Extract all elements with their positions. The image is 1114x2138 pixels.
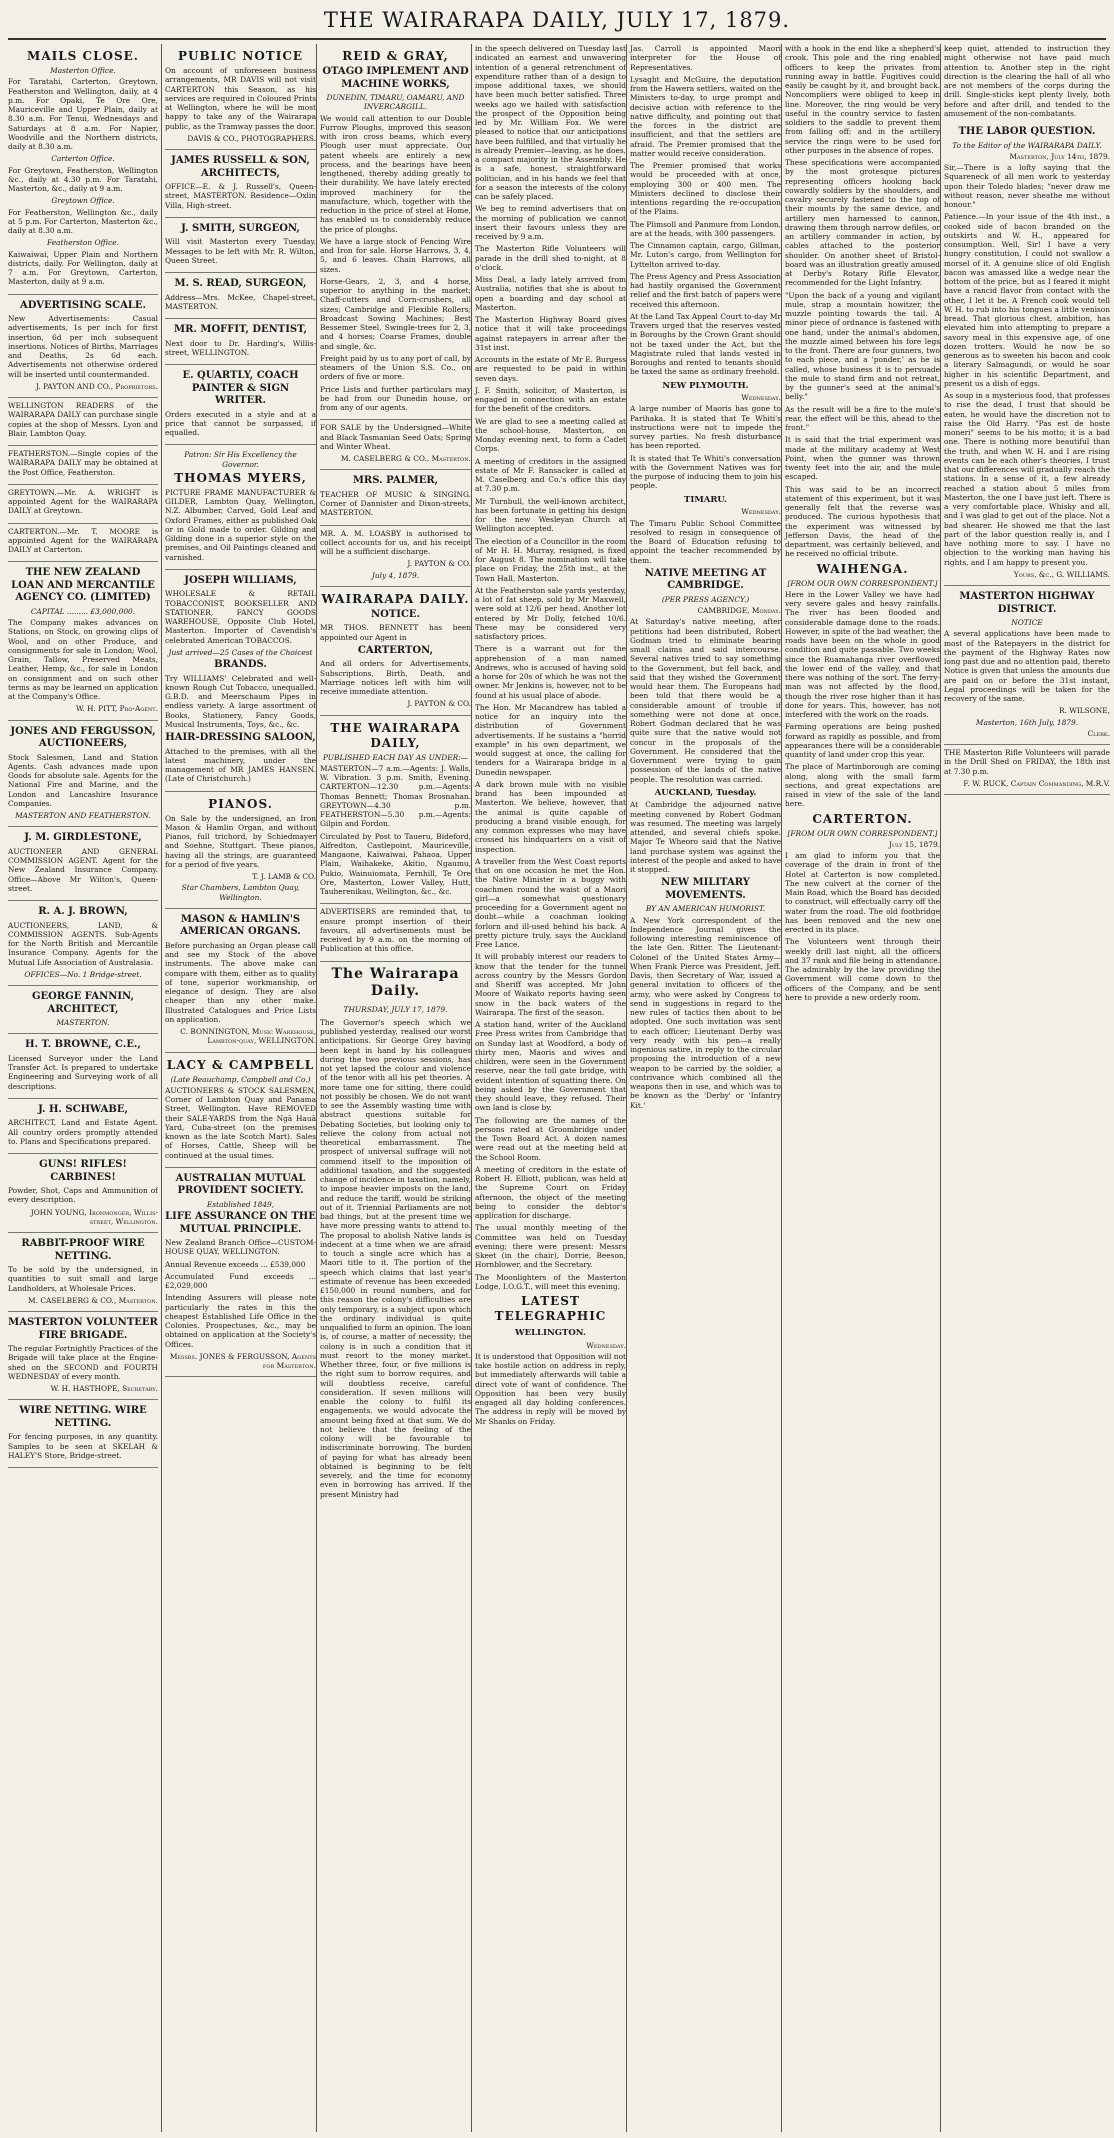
fannin-heading: GEORGE FANNIN, ARCHITECT,	[31, 991, 135, 1015]
waihenga-text: Here in the Lower Valley we have had very severe gales and heavy rainfalls. The river has been flooded and considerable damage done to the roads. However, in spite of the bad weather, the roads have been on the whole in good condition and quite passable. Two weeks since the Ruamahanga river overflowed the lower end of the valley, and that there was nothing of the sort. The ferry-man was not affected by the flood, though the river rose higher than it has done for years. This, however, has not interfered with the work on the roads.	[785, 589, 940, 719]
timaru-heading: TIMARU.	[684, 494, 727, 505]
daily-agent-subheading: NOTICE.	[370, 608, 421, 620]
news-item: We beg to remind advertisers that on the morning of publication we cannot insert their favours unless they are received by 9 a.m.	[475, 204, 626, 241]
news-item: A traveller from the West Coast reports that on one occasion he met the Hon. the Native Minister in a buggy with coachmen round the waist of a Maori girl—a somewhat questionary proceeding for a Government agent no doubt—while a coachman looking forlorn and ill-used behind his back. A pretty picture truly, says the Auckland Free Lance.	[475, 856, 626, 949]
fire-brigade-heading: MASTERTON VOLUNTEER FIRE BRIGADE.	[8, 1317, 158, 1341]
carterton-continued: keep quiet, attended to instruction they might otherwise not have paid much attention to. Another step in the right direction is the clearing the hall of all who are not members of the corps during the drill. Single-sticks kept plenty lively, both before and after drill, and tended to the amusement of the non-combatants.	[944, 44, 1110, 118]
reid-gray-text: We would call attention to our Double Furrow Ploughs, improved this season with iron cross beams, which every Plough user must appreciate. Our patent wheels are entirely a new process, and the bearings have been lengthened, thereby adding greatly to their durability. We have lately erected improved machinery for the manufacture, which, together with the reduction in the price of steel at Home, has enabled us to considerably reduce the price of ploughs.	[320, 113, 471, 234]
editorial-date: THURSDAY, JULY 17, 1879.	[343, 1004, 448, 1014]
highway-district-date: Masterton, 16th July, 1879.	[975, 717, 1079, 727]
smith-surgeon-ad	[165, 218, 316, 273]
telegraph-item: The Cinnamon captain, cargo, Gillman, Mr. Luton's cargo, from Wellington for Lyttelton arrived to-day.	[630, 241, 781, 269]
smith-surgeon-text: Will visit Masterton every Tuesday. Messages to be left with Mr. R. Wilton, Queen Street.	[165, 237, 316, 265]
reid-gray-ad	[320, 44, 471, 420]
girdlestone-ad	[8, 827, 158, 901]
wire-netting-ad	[8, 1400, 158, 1468]
featherston-notice-text: FEATHERSTON.—Single copies of the WAIRARAPA DAILY may be obtained at the Post Office, Featherston.	[8, 449, 158, 477]
mason-hamlin-text: Before purchasing an Organ please call and see my Stock of the above instruments. The above make can compare with them, either as to quality of tone, superior workmanship, or elegance of design. They are also cheaper than any other make. Illustrated Catalogues and Price Lists on application.	[165, 940, 316, 1024]
highway-district-sub: NOTICE	[1011, 618, 1043, 627]
smith-surgeon-heading: J. SMITH, SURGEON,	[181, 222, 300, 234]
pianos-place: Star Chambers, Lambton Quay, Wellington.	[181, 883, 300, 902]
public-notice-heading: PUBLIC NOTICE	[177, 49, 304, 63]
amp-subheading: LIFE ASSURANCE ON THE MUTUAL PRINCIPLE.	[165, 1211, 316, 1235]
advertising-scale-notice	[8, 295, 158, 399]
featherston-mails-text: Kaiwaiwai, Upper Plain and Northern districts, daily. For Wellington, daily at 7 a.m. For Greytown, Carterton, Masterton, daily at 9 a.m.	[8, 249, 158, 287]
reid-gray-stock: We have a large stock of Fencing Wire and Iron for sale. Horse Harrows, 3, 4, 5, and 6 leaves. Chain Harrows, all sizes.	[320, 236, 471, 274]
myers-text: PICTURE FRAME MANUFACTURER & GILDER, Lambton Quay, Wellington, N.Z. Albumber, Carved, Gold Leaf and Oxford Frames, either as published Oak or in Gold made to order. Gilding and Gilding done in a superior style on the premises, and Oil Paintings cleaned and varnished.	[165, 487, 316, 562]
reade-surgeon-heading: M. S. READ, SURGEON,	[174, 278, 307, 289]
reid-gray-more: Horse-Gears, 2, 3, and 4 horse, superior to anything in the market; Chaff-cutters and Corn-crushers, all sizes; Cambridge and Flexible Rollers; Broadcast Sowing Machines; Best Bessemer Steel, Swingle-trees for 2, 3, and 4 horses; Coarse Frames, double and single, &c.	[320, 276, 471, 351]
rifle-volunteers-text: THE Masterton Rifle Volunteers will parade in the Drill Shed on FRIDAY, the 18th inst at 7.30 p.m.	[944, 748, 1110, 776]
loasby-date: July 4, 1879.	[371, 570, 420, 580]
masterton-mails-text: For Taratahi, Carterton, Greytown, Featherston and Wellington, daily, at 4 p.m. For Opaki, Te Ore Ore, Mauriceville and Upper Plain, daily at 8.30 a.m. For Tenui, Wednesdays and Saturdays at 8 a.m. For Napier, Woodville and the Northern districts, daily at 8.30 a.m.	[8, 77, 158, 151]
labor-question-date: Masterton, July 14th, 1879.	[1009, 151, 1110, 161]
jones-fergusson-text: Stock Salesmen, Land and Station Agents. Cash advances made upon Goods for absolute sale. Agents for the National Fire and Marine, and the London and Lancashire Insurance Companies.	[8, 752, 158, 808]
waihenga-text: The place of Martinborough are coming along, along with the small farm sections, and great expectations are raised in view of the sale of the land here.	[785, 762, 940, 809]
telegraphic-place: WELLINGTON.	[515, 1328, 586, 1338]
amp-heading: AUSTRALIAN MUTUAL PROVIDENT SOCIETY.	[175, 1172, 306, 1197]
news-item: There is a warrant out for the apprehension of a man named Andrews, who is accused of having sold a horse for 20s of which he was not the owner. Mr Jenkins is, however, not to be found at his usual place of abode.	[475, 644, 626, 700]
news-item: A meeting of creditors in the assigned estate of Mr F. Ransacker is called at M. Caselberg and Co.'s office this day at 7.30 p.m.	[475, 456, 626, 494]
featherston-notice	[8, 446, 158, 485]
loan-agency-capital: CAPITAL ......... £3,000,000.	[30, 606, 136, 616]
editorial-continued: in the speech delivered on Tuesday last indicated an earnest and unwavering intention of a general retrenchment of expenditure rather than of a design to impose additional taxes, we should have been much better satisfied. Three weeks ago we hailed with satisfaction the prospect of the Opposition being led by Mr. William Fox. We were pleased to notice that our anticipations have been fulfilled, and that virtually he is already Premier—leaving, as he does, a compact majority in the Assembly. He is a safe, honest, straightforward politician, and in his hands we feel that for a season the interests of the colony can be safely placed.	[475, 44, 626, 201]
carterton-office-heading: Carterton Office.	[51, 154, 115, 164]
fire-brigade-notice	[8, 1312, 158, 1400]
loan-agency-heading: THE NEW ZEALAND LOAN AND MERCANTILE AGENCY CO. (LIMITED)	[11, 567, 155, 604]
advertisers-notice	[320, 904, 471, 961]
lacy-campbell-text: AUCTIONEERS & STOCK SALESMEN, Corner of Lambton Quay and Panama Street, Wellington. Have REMOVED their SALE-YARDS from the Ngā Hauā Yard, Cuba-street (on the premises known as the late Scotch Mart). Sales of Horses, Cattle, Sheep will be continued at the usual times.	[165, 1085, 316, 1160]
quartly-heading: E. QUARTLY, COACH PAINTER & SIGN WRITER.	[182, 370, 299, 406]
native-meeting-heading: NATIVE MEETING AT CAMBRIDGE.	[644, 567, 767, 592]
news-item: A station hand, writer of the Auckland Free Press writes from Cambridge that on Sunday last at Woodford, a body of thirty men, Maoris and wives and children, were seen in the Government reserve, near the toll gate bridge, with evident intention of squatting there. On being asked by the Government that they should leave, they refused. Their own land is close by.	[475, 1020, 626, 1113]
wire-netting-heading: WIRE NETTING. WIRE NETTING.	[19, 1405, 147, 1429]
seed-sale-signature: M. CASELBERG & CO., Masterton.	[341, 454, 471, 463]
mason-hamlin-heading: MASON & HAMLIN'S AMERICAN ORGANS.	[180, 913, 301, 938]
amp-branch: New Zealand Branch Office—CUSTOM-HOUSE QUAY, WELLINGTON.	[165, 1238, 316, 1257]
loasby-signature: J. PAYTON & CO.	[407, 559, 471, 569]
williams-ad	[165, 570, 316, 792]
news-item: The following are the names of the persons rated at Groombridge under the Town Board Act. A dozen names were read out at the meeting held at the School Room.	[475, 1115, 626, 1162]
labor-question-text: Patience.—In your issue of the 4th inst., a cooked side of bacon branded on the outskirts and W. H., appeared for consumption. Well, Sir! I have a very hungry constitution, I could not swallow a morsel of it. A genuine slice of old English bacon was amassed like a wedge near the bottom of the price, but as I feared it might have a rancid flavor from contact with the other, I let it be. A French cook would tell W. H. to rub into his tongues a little venison bread. That glorious chest, ambition, has elevated him into attempting to prepare a savory meal in this expensive age, of one dozen trotters. Would he now be so generous as to sweeten his bacon and cook a literary Salmagundi, or would he soar higher in his scientific Department, and present us a dish of eggs.	[944, 212, 1110, 388]
rabbit-netting-heading: RABBIT-PROOF WIRE NETTING.	[21, 1238, 145, 1262]
public-notice-ad	[165, 44, 316, 150]
news-item: Accounts in the estate of Mr E. Burgess are requested to be paid in within seven days.	[475, 355, 626, 383]
labor-question-heading: THE LABOR QUESTION.	[958, 126, 1096, 137]
news-item: Miss Deal, a lady lately arrived from Australia, notifies that she is about to open a boarding and day school at Masterton.	[475, 275, 626, 312]
schwabe-text: ARCHITECT, Land and Estate Agent. All country orders promptly attended to. Plans and Specifications prepared.	[8, 1118, 158, 1146]
williams-cases: Just arrived—25 Cases of the Choicest	[168, 647, 313, 657]
carterton-text: The Volunteers went through their weekly drill last night, all the officers and 37 rank and file being in attendance. The admirably by the law providing the Government will come down to the officers of the Company, and be sent here to provide a new orderly room.	[785, 937, 940, 1002]
news-item: We are glad to see a meeting called at the school-house, Masterton, on Monday evening next, to form a Cadet Corps.	[475, 416, 626, 454]
amp-text: Intending Assurers will please note particularly the rates in this the cheapest Established Life Office in the Colonies. Prospectuses, &c., may be obtained on application at the Society's Offices.	[165, 1293, 316, 1349]
waihenga-sub: [FROM OUR OWN CORRESPONDENT.]	[787, 578, 938, 588]
military-text: A New York correspondent of the Independence Journal gives the following interesting reminiscence of the late Gen. Ritter. The Lieutenant-Colonel of the United States Army—When Frank Pierce was President, Jeff. Davis, then Secretary of War, issued a general invitation to officers of the army, who were asked by Congress to send in suggestions in regard to the new rules of tactics then about to be adopted. One such invitation was sent to each officer; Lieutenant Derby was very ready with his pen—a really ingenious satire, in reply to the circular proposing the introduction of a new weapon to be carried by the soldier, a contrivance which combined all the weapons then in use, and which was to be known as the 'Derby' or 'Infantry Kit.'	[630, 915, 781, 1110]
column-2	[161, 44, 316, 2132]
timaru-text: The Timaru Public School Committee resolved to resign in consequence of the Board of Education refusing to appoint the teacher recommended by them.	[630, 518, 781, 565]
quartly-text: Orders executed in a style and at a price that cannot be surpassed, if equalled.	[165, 409, 316, 437]
news-item: Mr Turnbull, the well-known architect, has been fortunate in getting his design for the new Wesleyan Church at Wellington accepted.	[475, 496, 626, 534]
palmer-heading: MRS. PALMER,	[352, 475, 439, 487]
russell-heading: JAMES RUSSELL & SON, ARCHITECTS,	[171, 155, 310, 179]
moffit-dentist-heading: MR. MOFFIT, DENTIST,	[174, 324, 307, 335]
military-continued: with a hook in the end like a shepherd's crook. This pole and the ring enabled officers to keep the privates from running away in battle. Fugitives could easily be caught by it, and brought back. Noncompliers were obliged to keep in line. Moreover, the ring would be very useful in the country service to fasten soldiers to the saddle to prevent them from falling off; and in the artillery service the rings were to be used for other purposes in the absence of ropes.	[785, 44, 940, 155]
fire-brigade-text: The regular Fortnightly Practices of the Brigade will take place at the Engine-shed on the SECOND and FOURTH WEDNESDAY of every month.	[8, 1344, 158, 1381]
telegraph-item: The Premier promised that works would be proceeded with at once, employing 300 or 400 men. The Ministers declined to disclose their intentions regarding the re-occupation of the Plains.	[630, 161, 781, 217]
carterton-date: July 15, 1879.	[888, 839, 940, 849]
girdlestone-text: AUCTIONEER AND GENERAL COMMISSION AGENT. Agent for the New Zealand Insurance Company. Office—Above Mr Wilton's, Queen-street.	[8, 846, 158, 893]
native-meeting-place: CAMBRIDGE, Monday.	[697, 606, 781, 615]
reid-gray-place: DUNEDIN, TIMARU, OAMARU, AND INVERCARGILL.	[326, 93, 465, 112]
seed-sale-ad	[320, 420, 471, 470]
daily-agent-place: CARTERTON,	[357, 644, 434, 656]
williams-text: WHOLESALE & RETAIL TOBACCONIST, BOOKSELLER AND STATIONER, FANCY GOODS WAREHOUSE, Opposite Club Hotel, Masterton. Importer of Cavendish's celebrated American TOBACCOS.	[165, 589, 316, 645]
daily-agent-heading: WAIRARAPA DAILY.	[321, 591, 470, 606]
browne-ad	[8, 1034, 158, 1099]
daily-agent-text: MR THOS. BENNETT has been appointed our Agent in	[320, 623, 471, 642]
reid-gray-subheading: OTAGO IMPLEMENT AND MACHINE WORKS,	[322, 66, 469, 90]
military-continued: As the result will be a fire to the mule's rear, the effect will be this, ahead to the front."	[785, 404, 940, 432]
advertisers-notice-text: ADVERTISERS are reminded that, to ensure prompt insertion of their favours, all advertisements must be received by 9 a.m. on the morning of Publication at this office.	[320, 907, 471, 954]
brands-heading: BRANDS.	[214, 659, 267, 670]
auckland-heading: AUCKLAND, Tuesday.	[654, 787, 757, 798]
column-7	[940, 44, 1110, 2132]
rifle-volunteers-signature: F. W. RUCK, Captain Commanding, M.R.V.	[963, 778, 1110, 788]
auckland-text: At Cambridge the adjourned native meeting convened by Robert Godman was resumed. The meeting was largely attended, and several chiefs spoke. Major Te Wheoro said that the Native land purchase system was against the interest of the people and asked to have it stopped.	[630, 800, 781, 875]
brands-text: Try WILLIAMS' Celebrated and well-known Rough Cut Tobacco, unequalled. G.B.D. and Meerschaum Pipes in endless variety. A large assortment of Books, Stationery, Fancy Goods, Musical Instruments, Toys, &c., &c.	[165, 673, 316, 729]
column-4	[471, 44, 626, 2132]
column-3	[316, 44, 471, 2132]
highway-district-heading: MASTERTON HIGHWAY DISTRICT.	[959, 591, 1095, 615]
editorial-paper-name: The Wairarapa Daily.	[331, 965, 460, 999]
quartly-ad	[165, 365, 316, 445]
pianos-signature: T. J. LAMB & CO.	[252, 872, 316, 881]
telegraph-item: The Plimsoll and Panmure from London, are at the heads, with 300 passengers.	[630, 219, 781, 238]
lacy-campbell-ad	[165, 1053, 316, 1168]
fannin-place: MASTERTON.	[56, 1018, 110, 1027]
mails-close-notice	[8, 44, 158, 295]
amp-signature: Messrs. JONES & FERGUSSON, Agents for Masterton.	[169, 1351, 316, 1370]
reid-gray-price: Price Lists and further particulars may be had from our Dunedin house, or from any of our agents.	[320, 384, 471, 412]
daily-agent-notice	[320, 587, 471, 716]
highway-district-notice	[944, 586, 1110, 745]
myers-patron: Patron: Sir His Excellency the Governor.	[184, 450, 297, 469]
masthead-title: THE WAIRARAPA DAILY, JULY 17, 1879.	[323, 8, 791, 32]
highway-district-text: A several applications have been made to most of the Ratepayers in the district for the payment of the Highway Rates now long past due and no attention paid, thereto Notice is given that unless the amounts due are paid on or before the 31st instant, Legal proceedings will be taken for the recovery of the same.	[944, 629, 1110, 703]
russell-text: OFFICE—E. & J. Russell's, Queen-street, MASTERTON. Residence—Oxlin Villa, High-street.	[165, 182, 316, 210]
publication-circulation: Circulated by Post to Taueru, Bideford, Alfredton, Castlepoint, Mauriceville, Mangaone, Kaiwaiwai, Pahaoa, Upper Plain, Waihakeke, Akitio, Ngaumu, Pukio, Wainuiomata, Fernhill, Te Ore Ore, Masterton, Lower Valley, Hutt, Tauherenikau, Wellington, &c., &c.	[320, 831, 471, 896]
loan-agency-ad	[8, 562, 158, 720]
telegraphic-heading: LATEST TELEGRAPHIC	[494, 1294, 607, 1323]
editorial-leader-text: The Governor's speech which we published yesterday, realised our worst anticipations. Sir George Grey having been kept in hand by his colleagues during the two previous sessions, has not yet lapsed the colour and violence of the tenor with all his pet theories. A more tame one for sitting, there could not possibly be chosen. We do not want to see the Assembly wasting time with abstract questions suitable for Debating Societies, but looking only to relieve the colony from actual not theoretical embarrassment. The prospect of universal suffrage will not commend itself to the imposition of additional taxation, and the suggested change of incidence in taxation, namely, to impose heavier imposts on the land, and reduce the tariff, would be striking out of it. Triennial Parliaments are not bad things, but at the present time we have more pressing wants to attend to. The proposal to abolish Native lands is indecent at a time when we are afraid to touch a single acre which has a Maori title to it. The portion of the speech which claims that last year's estimate of revenue has been exceeded £150,000 in round numbers, and for this reason the colony's difficulties are only temporary, is a subject upon which the ordinary individual is quite unqualified to form an opinion. The loan is, of course, a matter of necessity; the colony is in such a condition that it must resort to the money market. Whether three, four, or five millions is the right sum to borrow requires, and will doubtless receive, careful consideration. If seven millions will enable the colony to fulfil its engagements, we would advocate the amount being fixed at that sum. We do not believe that the feeling of the colony will be favourable to indiscriminate borrowing. The burden of paying for what has already been obtained is beginning to be felt severely, and the time for economy even in borrowing has arrived. If the present Ministry had	[320, 1017, 471, 1499]
daily-agent-signature: J. PAYTON & CO.	[407, 699, 471, 709]
military-continued: These specifications were accompanied by the most grotesque pictures representing officers hooking back cowardly soldiers by the shoulders, and cavalry securely fastened to the top of their mounts by the same device, and artillery men harnessed to cannon, drawing them through narrow defiles, or an artillery commander in action, by cables attached to the posterior shoulder. On another sheet of Bristol-board was an illustration greatly amused at Derby's Rotary Rifle Elevator, recommended for the Light Infantry.	[785, 158, 940, 288]
telegraph-item: At the Land Tax Appeal Court to-day Mr Travers urged that the reserves vested in Boroughs by the Crown Grant should not be taxed under the Act, but the Magistrate ruled that lands vested in Boroughs and rented to tenants should be taxed the same as ordinary freehold.	[630, 311, 781, 377]
new-plymouth-heading: NEW PLYMOUTH.	[662, 380, 749, 391]
greytown-office-heading: Greytown Office.	[51, 196, 115, 206]
military-continued: This was said to be an incorrect statement of this experiment, but it was generally felt that the reverse was produced. The curious hypothesis that the experiment was witnessed by Jefferson Davis, the head of the department, was certainly believed, and he received no official tribute.	[785, 484, 940, 559]
palmer-ad	[320, 470, 471, 525]
greytown-notice	[8, 485, 158, 524]
wellington-readers-notice	[8, 398, 158, 446]
rabbit-netting-text: To be sold by the undersigned, in quantities to suit small and large Landholders, at Wholesale Prices.	[8, 1265, 158, 1293]
column-6	[781, 44, 940, 2132]
timaru-day: Wednesday.	[741, 507, 781, 517]
waihenga-heading: WAIHENGA.	[816, 561, 909, 576]
seed-sale-text: FOR SALE by the Undersigned—White and Black Tasmanian Seed Oats; Spring and Winter Wheat.	[320, 423, 471, 451]
girdlestone-heading: J. M. GIRDLESTONE,	[24, 832, 142, 844]
military-continued: "Upon the back of a young and vigilant mule, strap a mountain howitzer, the muzzle pointing towards the tail. A minor piece of ordnance is fastened with one hand, under the animal's abdomen, the muzzle aimed between his fore legs to the front. There are four gunners, two to each piece, and a 'ponder,' as he is called, whose business it is to persuade the mule to stand firm and not retreat, by the gunner's seed at the animal's belly."	[785, 290, 940, 402]
telegraph-item: The Press Agency and Press Association had hastily organised the Government relief and the first batch of papers were received this afternoon.	[630, 271, 781, 309]
news-item: A meeting of creditors in the estate of Robert H. Elliott, publican, was held at the Supreme Court on Friday afternoon, the object of the meeting being to consider the debtor's application for discharge.	[475, 1164, 626, 1220]
myers-heading: THOMAS MYERS,	[174, 470, 307, 485]
loasby-text: MR. A. M. LOASBY is authorised to collect accounts for us, and his receipt will be a sufficient discharge.	[320, 528, 471, 556]
jones-fergusson-place: MASTERTON AND FEATHERSTON.	[15, 811, 151, 820]
publication-text: MASTERTON—7 a.m.—Agents: J. Walls, W. Vibration. 3 p.m. Smith, Evening. CARTERTON—12.30 p.m.—Agents: Thomas Bennett; Thomas Brosnahan. GREYTOWN—4.30 p.m. FEATHERSTON—5.30 p.m.—Agents: Gilpin and Fordon.	[320, 763, 471, 829]
pianos-text: On Sale by the undersigned, an Iron Mason & Hamlin Organ, and without Pianos, full trichord, by Schiedmayer and Soehne, Stuttgart. These pianos, having all the strings, are guaranteed for a period of five years.	[165, 813, 316, 869]
amp-revenue: Annual Revenue exceeds ... £539,000	[165, 1259, 306, 1269]
column-1	[8, 44, 158, 2132]
carterton-mails-text: For Greytown, Featherston, Wellington &c., daily at 4.30 p.m. For Taratahi, Masterton, &c., daily at 9 a.m.	[8, 165, 158, 193]
telegraph-item: Lysaght and McGuire, the deputation from the Hawera settlers, waited on the Ministers to-day, to urge prompt and decisive action with reference to the native difficulty, and pointing out that the forces in the district are insufficient, and that the settlers are afraid. The Premier promised that the matter would receive consideration.	[630, 74, 781, 158]
carterton-notice	[8, 524, 158, 563]
lacy-campbell-heading: LACY & CAMPBELL	[166, 1057, 315, 1072]
pianos-heading: PIANOS.	[208, 796, 273, 811]
news-item: J. F. Smith, solicitor, of Masterton, is engaged in connection with an estate for the benefit of the creditors.	[475, 385, 626, 414]
telegraphic-text: It is understood that Opposition will not take hostile action on address in reply, but immediately afterwards will table a direct vote of want of confidence. The Opposition has been very busily engaged all day holding conferences. The address in reply will be moved by Mr Shanks on Friday.	[475, 1351, 626, 1426]
editorial-section	[320, 966, 471, 1499]
loasby-notice	[320, 526, 471, 587]
advertising-scale-text: New Advertisements: Casual advertisements, 1s per inch for first insertion, 6d per inch subsequent insertions. Notices of Births, Marriages and Deaths, 2s 6d each. Advertisements not otherwise ordered will be inserted until countermanded.	[8, 314, 158, 379]
rabbit-netting-signature: M. CASELBERG & CO., Masterton.	[28, 1295, 158, 1305]
davis-signature: DAVIS & CO., PHOTOGRAPHERS.	[187, 133, 316, 143]
news-item: The Masterton Rifle Volunteers will parade in the drill shed to-night, at 8 o'clock.	[475, 244, 626, 272]
native-meeting-text: At Saturday's native meeting, after petitions had been distributed, Robert Godman tried to eliminate bearing small claims and said intercourse. Several natives tried to say something to the Government, but fell back, and said that they wished the Government would hear them. The Europeans had been told that there would be a considerable amount of trouble if something were not done at once. Robert Godman declared that he was quite sure that the native would not concur in the proposals of the Government. He considered that the Government were trying to gain possession of the lands of the native people. The resolution was carried.	[630, 617, 781, 784]
williams-heading: JOSEPH WILLIAMS,	[184, 574, 297, 586]
news-item: The Masterton Highway Board gives notice that it will take proceedings against ratepayers in arrear after the 31st inst.	[475, 315, 626, 352]
labor-question-letter	[944, 121, 1110, 586]
loan-agency-signature: W. H. PITT, Pro-Agent.	[75, 704, 158, 714]
labor-question-text: As soup in a mysterious food, that professes to rise the dead, I trust that should be eaten, he would have the discretion not to raise the Old Harry. "Pas est de hoste moneri" seems to be his motto; it is a bad one. There is nothing more beautiful than the truth, and when W. H. and I are rising events can be each other's theories, I trust that our differences will gradually reach the stations. In a sense of it, a few already reached a station about 5 miles from Masterton, the one I have just left. There is a very comfortable place. Whisky and all, and I was glad to get out of the place. Not a bad shearer. He showed me that the last part of the labor question really is, and I have nothing more to say. I have no objection to the working man having his rights, and I am happy to present you.	[944, 391, 1110, 567]
brown-offices: OFFICES—No. 1 Bridge-street.	[24, 969, 142, 979]
highway-district-signature: R. WILSONE,	[1058, 706, 1110, 716]
news-item: At the Featherston sale yards yesterday, a lot of fat sheep, sold by Mr Maxwell, were sold at 12/6 per head. Another lot entered by Mr Dolly, fetched 10/6. These may be considered very satisfactory prices.	[475, 585, 626, 641]
news-item: The Hon. Mr Macandrew has tabled a notice for an inquiry into the distribution of Government advertisements. If he sustains a "horrid example" in his own department, we would suggest at once, the calling for tenders for a Wairarapa bridge in a Dunedin newspaper.	[475, 702, 626, 777]
mason-hamlin-signature: C. BONNINGTON, Music Warehouse, Lambton-quay, WELLINGTON.	[180, 1027, 316, 1046]
amp-established: Established 1849,	[206, 1199, 275, 1209]
reid-gray-freight: Freight paid by us to any port of call, by steamers of the Union S.S. Co., on orders of five or more.	[320, 353, 471, 382]
military-continued: It is said that the trial experiment was made at the military academy at West Point, when the gunner was thrown twenty feet into the air, and the mule escaped.	[785, 435, 940, 482]
news-item: The Moonlighters of the Masterton Lodge, I.O.G.T., will meet this evening.	[475, 1272, 626, 1291]
carterton-text: I am glad to inform you that the coverage of the drain in front of the Hotel at Carterton is now completed. The new culvert at the corner of the Main Road, which the Board has decided to construct, will effectually carry off the water from the road. The old footbridge has been removed and the new one erected in its place.	[785, 851, 940, 934]
public-notice-text: On account of unforeseen business arrangements, MR DAVIS will not visit CARTERTON this Season, as his services are required in Coloured Prints at Wellington, where he will be most happy to take any of the Wairarapa public, as the Tramway passes the door.	[165, 66, 316, 131]
jones-fergusson-heading: JONES AND FERGUSSON, AUCTIONEERS,	[10, 725, 156, 749]
schwabe-ad	[8, 1099, 158, 1154]
russell-ad	[165, 150, 316, 218]
guns-signature: JOHN YOUNG, Ironmonger, Willis-street, Wellington.	[30, 1207, 158, 1226]
greytown-mails-text: For Featherston, Wellington &c., daily at 5 p.m. For Carterton, Masterton &c., daily at 8.30 a.m.	[8, 207, 158, 235]
guns-ad	[8, 1154, 158, 1233]
advertising-scale-heading: ADVERTISING SCALE.	[19, 299, 147, 311]
palmer-text: TEACHER OF MUSIC & SINGING. Corner of Dannister and Dixon-streets, MASTERTON.	[320, 489, 471, 518]
daily-agent-more: And all orders for Advertisements, Subscriptions, Birth, Death, and Marriage notices left with him will receive immediate attention.	[320, 659, 471, 696]
labor-question-to: To the Editor of the WAIRARAPA DAILY.	[952, 140, 1102, 150]
fire-brigade-signature: W. H. HASTHOPE, Secretary.	[50, 1384, 158, 1393]
carterton-notice-text: CARTERTON.—Mr. T. MOORE is appointed Agent for the WAIRARAPA DAILY at Carterton.	[8, 526, 158, 554]
brown-heading: R. A. J. BROWN,	[38, 906, 128, 917]
moffit-dentist-text: Next door to Dr. Harding's, Willis-street, WELLINGTON.	[165, 338, 316, 357]
guns-text: Powder, Shot, Caps and Ammunition of every description.	[8, 1186, 158, 1205]
new-plymouth-more: It is stated that Te Whiti's conversation with the Government Natives was for the purpose of inducing them to join his people.	[630, 453, 781, 491]
labor-question-text: Sir,—There is a lofty saying that the Squareneck of all men work to yesterday upon their Toledo blades; "never draw me without reason, never sheathe me without honour."	[944, 163, 1110, 209]
pianos-ad	[165, 792, 316, 909]
military-heading: NEW MILITARY MOVEMENTS.	[661, 877, 750, 901]
labor-question-signature: Yours, &c., G. WILLIAMS.	[1013, 569, 1110, 579]
masthead-rule	[8, 38, 1106, 40]
lacy-campbell-sub: (Late Beauchamp, Campbell and Co.)	[170, 1074, 311, 1084]
carterton-heading: CARTERTON.	[812, 811, 913, 826]
column-5	[626, 44, 781, 2132]
wellington-readers-text: WELLINGTON READERS of the WAIRARAPA DAILY can purchase single copies at the shop of Messrs. Lyon and Blair, Lambton Quay.	[8, 401, 158, 438]
myers-ad	[165, 445, 316, 570]
brown-ad	[8, 901, 158, 986]
mails-close-heading: MAILS CLOSE.	[27, 49, 139, 63]
fannin-ad	[8, 986, 158, 1034]
native-meeting-sub: (PER PRESS AGENCY.)	[661, 594, 750, 604]
hairdressing-text: Attached to the premises, with all the latest machinery, under the management of MR JAMES HANSEN. (Late of Christchurch.)	[165, 746, 316, 784]
brown-text: AUCTIONEERS, LAND, & COMMISSION AGENTS. Sub-Agents for the North British and Mercantile Insurance Company. Agents for the Mutual Life Association of Australasia.	[8, 920, 158, 967]
advertising-scale-signature: J. PAYTON AND CO., Proprietors.	[35, 381, 158, 391]
publication-subheading: PUBLISHED EACH DAY AS UNDER:—	[322, 752, 469, 762]
highway-district-clerk: Clerk.	[1087, 728, 1110, 738]
publication-heading: THE WAIRARAPA DAILY,	[330, 720, 461, 750]
news-item: It will probably interest our readers to know that the tender for the tunnel across country by the Messrs Gordon and Sheriff was accepted. Mr John Moore of Waikato reports having seen snow in the back waters of the Wairarapa. The first of the season.	[475, 952, 626, 1017]
news-item: A dark brown mule with no visible brand has been impounded at Masterton. We believe, however, that the animal is quite capable of producing a brand visible enough, for any common expresses who may have crossed his hindquarters on a visit of inspection.	[475, 779, 626, 854]
waihenga-text: Farming operations are being pushed forward as rapidly as possible, and from appearances there will be a considerable quantity of land under crop this year.	[785, 722, 940, 759]
guns-heading: GUNS! RIFLES! CARBINES!	[39, 1159, 127, 1183]
reade-surgeon-ad	[165, 273, 316, 319]
publication-schedule	[320, 716, 471, 905]
reid-gray-heading: REID & GRAY,	[342, 49, 449, 63]
hairdressing-heading: HAIR-DRESSING SALOON,	[165, 732, 316, 743]
browne-heading: H. T. BROWNE, C.E.,	[25, 1039, 141, 1051]
telegraph-item: Jas. Carroll is appointed Maori interpreter for the House of Representatives.	[630, 44, 781, 72]
news-item: The election of a Councillor in the room of Mr H. H. Murray, resigned, is fixed for August 8. The nomination will take place on Friday, the 25th inst., at the Town Hall, Masterton.	[475, 536, 626, 583]
reade-surgeon-text: Address—Mrs. McKee, Chapel-street, MASTERTON.	[165, 292, 316, 311]
featherston-office-heading: Featherston Office.	[47, 238, 119, 248]
carterton-sub: [FROM OUR OWN CORRESPONDENT.]	[787, 828, 938, 838]
military-sub: BY AN AMERICAN HUMORIST.	[645, 904, 766, 914]
schwabe-heading: J. H. SCHWABE,	[38, 1103, 128, 1115]
loan-agency-text: The Company makes advances on Stations, on Stock, on growing clips of Wool, and on other Produce, and consignments for sale in London; Wool, Grain, Tallow, Preserved Meats, Leather, Hemp, &c., for sale in London on consignment and on such other terms as may be learned on application at the Company's Office.	[8, 618, 158, 701]
rifle-volunteers-notice	[944, 745, 1110, 795]
new-plymouth-text: A large number of Maoris has gone to Parihaka. It is stated that Te Whiti's instructions were not to impede the survey parties. No fresh disturbance has been reported.	[630, 404, 781, 451]
new-plymouth-day: Wednesday.	[741, 393, 781, 403]
jones-fergusson-ad	[8, 721, 158, 828]
greytown-notice-text: GREYTOWN.—Mr. A. WRIGHT is appointed Agent for the WAIRARAPA DAILY at Greytown.	[8, 487, 158, 516]
mason-hamlin-ad	[165, 909, 316, 1053]
wire-netting-text: For fencing purposes, in any quantity. Samples to be seen at SKELAH & HALEY'S Store, Bridge-street.	[8, 1432, 158, 1460]
masterton-office-heading: Masterton Office.	[50, 66, 116, 75]
moffit-dentist-ad	[165, 319, 316, 365]
news-item: The usual monthly meeting of the Committee was held on Tuesday evening; there were present: Messrs Skeet (in the chair), Dorrie, Beeson, Hornblower, and the Secretary.	[475, 1223, 626, 1270]
browne-text: Licensed Surveyor under the Land Transfer Act. Is prepared to undertake Engineering and Surveying work of all descriptions.	[8, 1053, 158, 1091]
amp-society-ad	[165, 1168, 316, 1378]
telegraphic-day: Wednesday.	[586, 1340, 626, 1350]
rabbit-netting-ad	[8, 1233, 158, 1312]
amp-funds: Accumulated Fund exceeds ... £2,029,000	[165, 1271, 316, 1290]
